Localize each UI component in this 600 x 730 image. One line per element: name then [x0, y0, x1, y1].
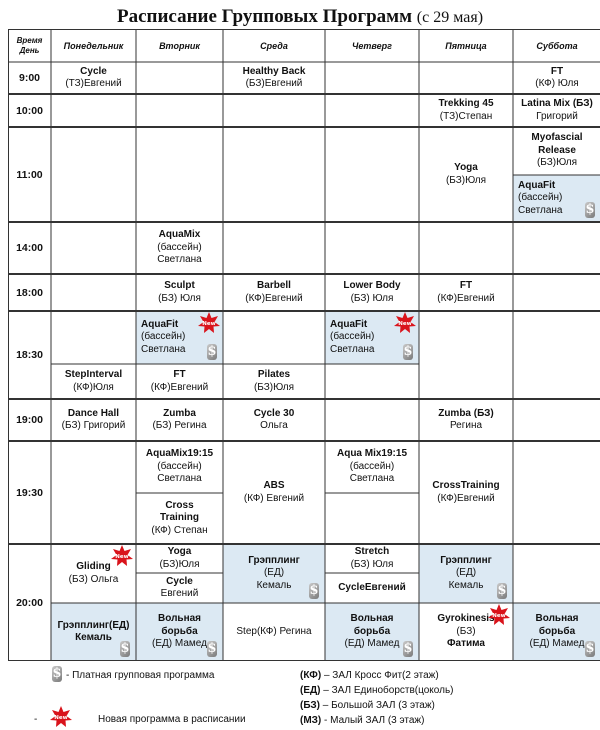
time-slot: 10:00	[16, 104, 43, 117]
dollar-icon: $	[403, 641, 413, 656]
room-code: (КФ)	[300, 670, 322, 681]
class-detail: (ТЗ)Евгений	[65, 78, 122, 89]
class-name: Вольная	[350, 613, 394, 625]
class-cell	[223, 364, 325, 399]
class-detail: (КФ) Евгений	[243, 492, 305, 504]
class-cell	[419, 274, 513, 311]
class-cell	[136, 573, 223, 603]
class-detail: (КФ)Евгений	[437, 292, 495, 304]
class-name: Вольная	[535, 613, 579, 625]
class-detail: (БЗ)Юля	[445, 174, 487, 186]
class-name: Грэпплинг(ЕД)	[57, 619, 130, 631]
room-code: (МЗ)	[300, 715, 322, 726]
class-name: Barbell	[257, 280, 291, 291]
class-detail: (бассейн)	[157, 460, 202, 472]
class-name: StepInterval	[64, 369, 123, 380]
class-name: Lower Body	[343, 280, 401, 291]
class-cell	[513, 94, 600, 127]
legend-room-ed	[300, 685, 454, 696]
class-name: Zumba	[163, 407, 196, 419]
class-cell	[223, 441, 325, 544]
class-detail: Светлана	[157, 473, 202, 485]
header-day-2: Вторник	[159, 40, 200, 51]
time-slot: 18:00	[16, 286, 43, 299]
dollar-icon: $	[52, 666, 62, 681]
header-day-3: Среда	[260, 40, 288, 51]
class-detail: (ЕД)	[263, 567, 285, 579]
class-name: CrossTraining	[432, 480, 500, 491]
class-cell	[223, 274, 325, 311]
class-detail: Регина	[449, 420, 483, 431]
header-day-5: Пятница	[445, 40, 487, 51]
time-slot: 14:00	[16, 242, 43, 254]
class-detail: (бассейн)	[349, 460, 395, 472]
room-name: – Большой ЗАЛ (3 этаж)	[322, 700, 435, 711]
class-cell	[325, 544, 419, 573]
legend-room-kf	[300, 670, 439, 681]
class-cell	[513, 127, 600, 175]
class-cell	[136, 441, 223, 493]
new-badge-icon	[394, 312, 416, 334]
time-slot: 11:00	[16, 168, 43, 181]
class-name: Gliding	[76, 561, 111, 572]
legend-dash: -	[34, 714, 38, 725]
class-detail: (БЗ) Ольга	[68, 573, 119, 585]
dollar-icon: $	[585, 641, 595, 656]
legend-room-bz	[300, 700, 435, 711]
class-name: Грэпплинг	[248, 554, 300, 566]
class-detail: (КФ) Степан	[151, 524, 208, 536]
class-cell	[419, 399, 513, 441]
legend-new: Новая программа в расписании	[98, 714, 246, 725]
dollar-icon: $	[120, 641, 130, 656]
dollar-icon: $	[309, 583, 319, 598]
class-detail: (КФ)Евгений	[245, 292, 303, 304]
class-cell	[419, 94, 513, 127]
class-detail: Григорий	[536, 110, 578, 122]
class-cell	[136, 493, 223, 544]
class-detail: Release	[538, 144, 576, 156]
class-name: Dance Hall	[67, 407, 120, 419]
svg-text:New: New	[115, 554, 129, 560]
new-badge-icon	[488, 604, 510, 626]
class-detail: Светлана	[157, 254, 202, 266]
class-detail: (бассейн)	[330, 331, 375, 343]
class-detail: (ЕД) Мамед	[344, 638, 400, 650]
class-detail: (БЗ) Юля	[350, 558, 394, 570]
class-detail: Training	[160, 512, 199, 524]
class-detail: (БЗ)	[456, 625, 476, 637]
class-name: Stretch	[354, 546, 390, 557]
class-detail: борьба	[353, 625, 391, 637]
class-cell	[325, 441, 419, 493]
class-detail: (КФ)Евгений	[150, 381, 209, 393]
svg-text:New: New	[398, 321, 412, 327]
header-day-6: Суббота	[536, 40, 578, 51]
header-day-1: Понедельник	[63, 40, 124, 51]
class-name: Aqua Mix19:15	[336, 448, 408, 460]
class-detail: (ТЗ)Степан	[439, 110, 493, 122]
schedule-table	[8, 29, 600, 661]
new-badge-icon	[111, 545, 133, 567]
class-cell	[51, 399, 136, 441]
class-name: Cycle	[80, 65, 107, 77]
class-name: Myofascial	[531, 132, 583, 144]
class-detail: (КФ)Юля	[73, 381, 114, 393]
class-detail: Фатима	[447, 638, 485, 650]
dollar-icon: $	[207, 641, 217, 656]
class-name: AquaFit	[518, 179, 556, 191]
class-detail: (БЗ) Григорий	[61, 420, 126, 431]
class-detail: (БЗ)Юля	[253, 381, 295, 393]
time-slot: 9:00	[18, 72, 40, 84]
class-name: Healthy Back	[242, 65, 306, 77]
new-badge-icon	[50, 706, 72, 728]
class-name: FT	[459, 280, 473, 291]
dollar-icon: $	[497, 583, 507, 598]
class-detail: Кемаль	[256, 579, 292, 591]
class-cell	[223, 603, 325, 661]
svg-text:New: New	[492, 613, 506, 619]
class-name: Cycle 30	[253, 407, 295, 419]
class-detail: Кемаль	[448, 579, 484, 591]
class-cell	[136, 274, 223, 311]
class-cell	[51, 364, 136, 399]
svg-text:New: New	[54, 715, 68, 721]
class-name: Zumba (БЗ)	[438, 407, 494, 419]
class-detail: (БЗ) Юля	[158, 292, 201, 304]
class-cell	[51, 62, 136, 94]
time-slot: 19:00	[16, 414, 43, 426]
class-detail: борьба	[161, 625, 198, 637]
room-name: - Малый ЗАЛ (3 этаж)	[324, 715, 425, 726]
time-slot: 18:30	[16, 349, 43, 361]
class-name: ABS	[263, 480, 285, 491]
class-detail: (БЗ)Евгений	[245, 78, 303, 89]
title-main: Расписание Групповых Программ	[116, 6, 413, 27]
class-detail: (бассейн)	[157, 241, 202, 253]
time-slot: 19:30	[16, 486, 43, 499]
class-detail: (ЕД) Мамед	[529, 638, 585, 650]
class-detail: Евгений	[160, 588, 199, 599]
title-subtitle: (с 29 мая)	[416, 9, 484, 26]
class-detail: Светлана	[141, 343, 186, 355]
class-name: AquaFit	[141, 318, 179, 330]
class-cell	[136, 399, 223, 441]
header-time-day	[8, 29, 51, 62]
class-detail: (ЕД)	[455, 567, 477, 579]
class-detail: (БЗ) Юля	[350, 292, 394, 304]
class-cell	[223, 399, 325, 441]
class-cell	[513, 62, 600, 94]
class-name: Sculpt	[164, 280, 195, 291]
class-detail: Кемаль	[75, 632, 112, 643]
class-cell	[136, 222, 223, 274]
class-name: Вольная	[157, 613, 202, 625]
class-detail: (КФ)Евгений	[437, 492, 495, 504]
class-name: Cycle	[166, 575, 193, 587]
class-cell	[325, 573, 419, 603]
class-detail: (бассейн)	[141, 331, 186, 343]
class-detail: (БЗ) Регина	[152, 420, 207, 431]
class-name: Yoga	[167, 546, 192, 557]
class-cell	[136, 544, 223, 573]
class-name: Trekking 45	[438, 98, 494, 109]
class-cell	[325, 274, 419, 311]
class-name: AquaMix19:15	[145, 448, 214, 460]
class-name: Pilates	[257, 369, 291, 380]
new-badge-icon	[198, 312, 220, 334]
class-cell	[419, 127, 513, 222]
room-code: (БЗ)	[300, 700, 320, 711]
class-detail: (БЗ)Юля	[159, 558, 200, 570]
class-detail: (КФ) Юля	[535, 78, 579, 89]
time-slot: 20:00	[16, 596, 43, 609]
class-name: Cross	[165, 499, 194, 511]
class-name: CycleЕвгений	[338, 581, 406, 593]
class-name: Step(КФ) Регина	[236, 625, 312, 637]
class-detail: (бассейн)	[518, 192, 563, 204]
dollar-icon: $	[403, 344, 413, 359]
class-detail: (ЕД) Мамед	[152, 638, 207, 650]
room-code: (ЕД)	[300, 685, 321, 696]
class-name: AquaMix	[158, 229, 201, 241]
header-time-label: Время	[16, 35, 43, 45]
page-title	[0, 6, 600, 28]
legend-paid: - Платная групповая программа	[66, 670, 215, 681]
room-name: – ЗАЛ Кросс Фит(2 этаж)	[323, 670, 439, 681]
class-cell	[419, 441, 513, 544]
class-cell	[136, 364, 223, 399]
class-cell	[223, 62, 325, 94]
class-name: Yoga	[454, 162, 478, 173]
legend	[0, 664, 600, 730]
room-name: – ЗАЛ Единоборств(цоколь)	[323, 685, 454, 696]
class-name: Latina Mix (БЗ)	[521, 98, 593, 109]
legend-room-mz	[300, 715, 424, 726]
class-name: FT	[173, 369, 186, 380]
header-day-4: Четверг	[352, 40, 392, 51]
class-detail: Светлана	[349, 473, 395, 485]
dollar-icon: $	[207, 344, 217, 359]
class-name: Gyrokinesis	[437, 613, 495, 625]
class-detail: борьба	[538, 625, 576, 637]
class-name: Грэпплинг	[440, 554, 492, 566]
class-detail: (БЗ)Юля	[536, 157, 578, 169]
class-detail: Светлана	[518, 204, 563, 216]
svg-text:New: New	[202, 321, 216, 327]
class-detail: Светлана	[330, 343, 375, 355]
dollar-icon: $	[585, 202, 595, 217]
class-name: FT	[550, 65, 564, 77]
header-day-label: День	[19, 45, 40, 55]
class-detail: Ольга	[260, 420, 288, 431]
class-name: AquaFit	[330, 318, 368, 330]
